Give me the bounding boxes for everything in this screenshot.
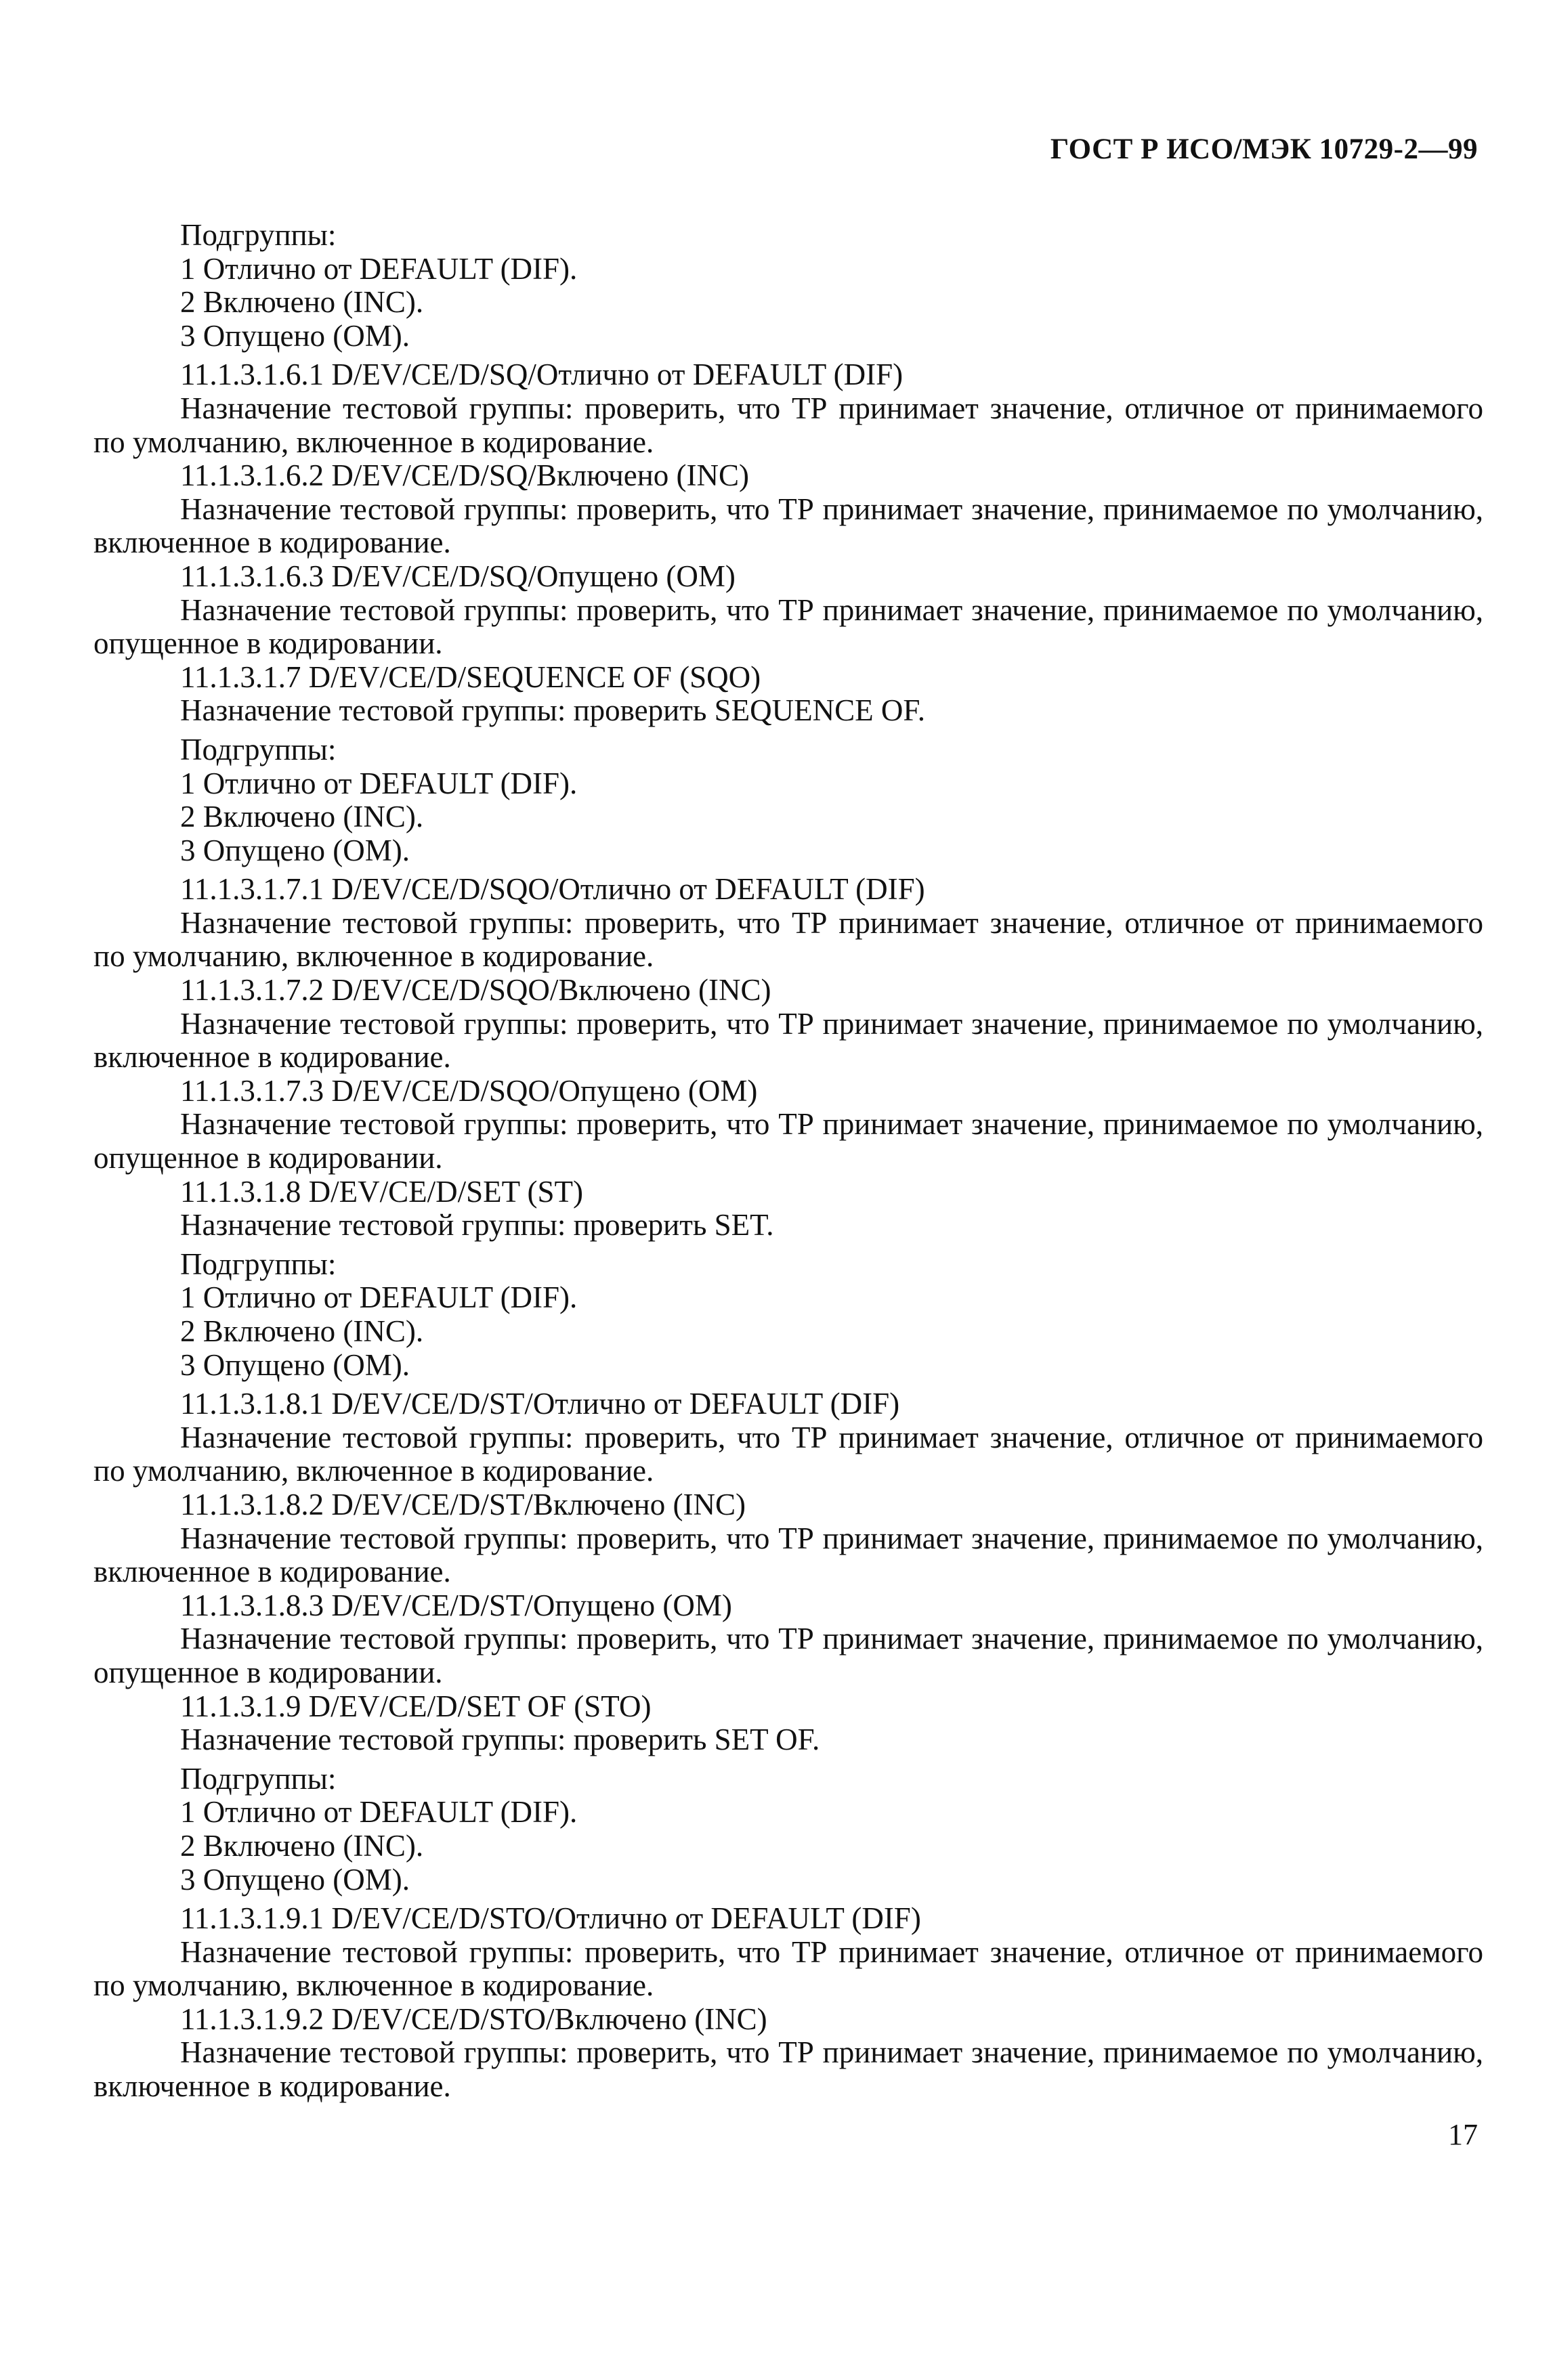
paragraph: 11.1.3.1.8.1 D/EV/CE/D/ST/Отлично от DEFAULT (DIF) xyxy=(180,1387,900,1421)
document-header: ГОСТ Р ИСО/МЭК 10729-2—99 xyxy=(1050,133,1478,165)
paragraph: 11.1.3.1.8 D/EV/CE/D/SET (ST) xyxy=(180,1174,583,1209)
paragraph: 11.1.3.1.8.2 D/EV/CE/D/ST/Включено (INC) xyxy=(180,1487,746,1521)
paragraph: Подгруппы: xyxy=(180,1761,337,1796)
paragraph: 11.1.3.1.9 D/EV/CE/D/SET OF (STO) xyxy=(180,1689,652,1723)
paragraph: 11.1.3.1.6.1 D/EV/CE/D/SQ/Отлично от DEFAULT (DIF) xyxy=(180,358,904,392)
paragraph: 1 Отлично от DEFAULT (DIF). xyxy=(180,766,578,800)
paragraph: Назначение тестовой группы: проверить, что ТР принимает значение, принимаемое по умолчанию, включенное в кодирование. xyxy=(93,1006,1483,1075)
paragraph: 11.1.3.1.7.2 D/EV/CE/D/SQO/Включено (INC) xyxy=(180,973,771,1008)
paragraph: Подгруппы: xyxy=(180,732,337,766)
paragraph: 11.1.3.1.6.3 D/EV/CE/D/SQ/Опущено (OM) xyxy=(180,559,736,593)
paragraph: Назначение тестовой группы: проверить, что ТР принимает значение, принимаемое по умолчанию, включенное в кодирование. xyxy=(93,1521,1483,1589)
paragraph: 2 Включено (INC). xyxy=(180,800,424,834)
paragraph: 3 Опущено (OM). xyxy=(180,833,410,867)
paragraph: 11.1.3.1.8.3 D/EV/CE/D/ST/Опущено (OM) xyxy=(180,1588,732,1622)
paragraph: Подгруппы: xyxy=(180,1247,337,1281)
paragraph: 1 Отлично от DEFAULT (DIF). xyxy=(180,1795,578,1830)
paragraph: Назначение тестовой группы: проверить, что ТР принимает значение, принимаемое по умолчанию, включенное в кодирование. xyxy=(93,492,1483,560)
paragraph: 3 Опущено (OM). xyxy=(180,1347,410,1382)
paragraph: Назначение тестовой группы: проверить, что ТР принимает значение, принимаемое по умолчанию, опущенное в кодировании. xyxy=(93,1622,1483,1689)
paragraph: Назначение тестовой группы: проверить, что ТР принимает значение, принимаемое по умолчанию, опущенное в кодировании. xyxy=(93,592,1483,661)
page-number: 17 xyxy=(1448,2118,1478,2151)
paragraph: 3 Опущено (OM). xyxy=(180,1862,410,1897)
paragraph: Назначение тестовой группы: проверить SET. xyxy=(180,1208,774,1242)
paragraph: Назначение тестовой группы: проверить SET OF. xyxy=(180,1723,820,1757)
paragraph: 11.1.3.1.6.2 D/EV/CE/D/SQ/Включено (INC) xyxy=(180,458,749,493)
paragraph: 11.1.3.1.7.3 D/EV/CE/D/SQO/Опущено (OM) xyxy=(180,1073,758,1108)
paragraph: 11.1.3.1.9.1 D/EV/CE/D/STO/Отлично от DEFAULT (DIF) xyxy=(180,1901,921,1936)
paragraph: Назначение тестовой группы: проверить, что ТР принимает значение, отличное от принимаемого по умолчанию, включенное в кодирование. xyxy=(93,1420,1483,1488)
paragraph: 1 Отлично от DEFAULT (DIF). xyxy=(180,1280,578,1315)
paragraph: Назначение тестовой группы: проверить, что ТР принимает значение, отличное от принимаемого по умолчанию, включенное в кодирование. xyxy=(93,391,1483,459)
paragraph: 11.1.3.1.7.1 D/EV/CE/D/SQO/Отлично от DEFAULT (DIF) xyxy=(180,872,925,907)
paragraph: 11.1.3.1.7 D/EV/CE/D/SEQUENCE OF (SQO) xyxy=(180,659,761,694)
paragraph: 2 Включено (INC). xyxy=(180,1314,424,1348)
paragraph: 2 Включено (INC). xyxy=(180,1828,424,1863)
page-body xyxy=(93,219,1483,2104)
paragraph: 2 Включено (INC). xyxy=(180,285,424,320)
paragraph: Назначение тестовой группы: проверить, что ТР принимает значение, принимаемое по умолчанию, опущенное в кодировании. xyxy=(93,1107,1483,1175)
paragraph: Назначение тестовой группы: проверить, что ТР принимает значение, отличное от принимаемого по умолчанию, включенное в кодирование. xyxy=(93,1934,1483,2003)
paragraph: Подгруппы: xyxy=(180,218,337,252)
paragraph: Назначение тестовой группы: проверить, что ТР принимает значение, принимаемое по умолчанию, включенное в кодирование. xyxy=(93,2035,1483,2104)
paragraph: Назначение тестовой группы: проверить, что ТР принимает значение, отличное от принимаемого по умолчанию, включенное в кодирование. xyxy=(93,905,1483,974)
paragraph: 11.1.3.1.9.2 D/EV/CE/D/STO/Включено (INC) xyxy=(180,2002,767,2036)
paragraph: 3 Опущено (OM). xyxy=(180,318,410,353)
paragraph: 1 Отлично от DEFAULT (DIF). xyxy=(180,251,578,286)
paragraph: Назначение тестовой группы: проверить SEQUENCE OF. xyxy=(180,693,926,728)
